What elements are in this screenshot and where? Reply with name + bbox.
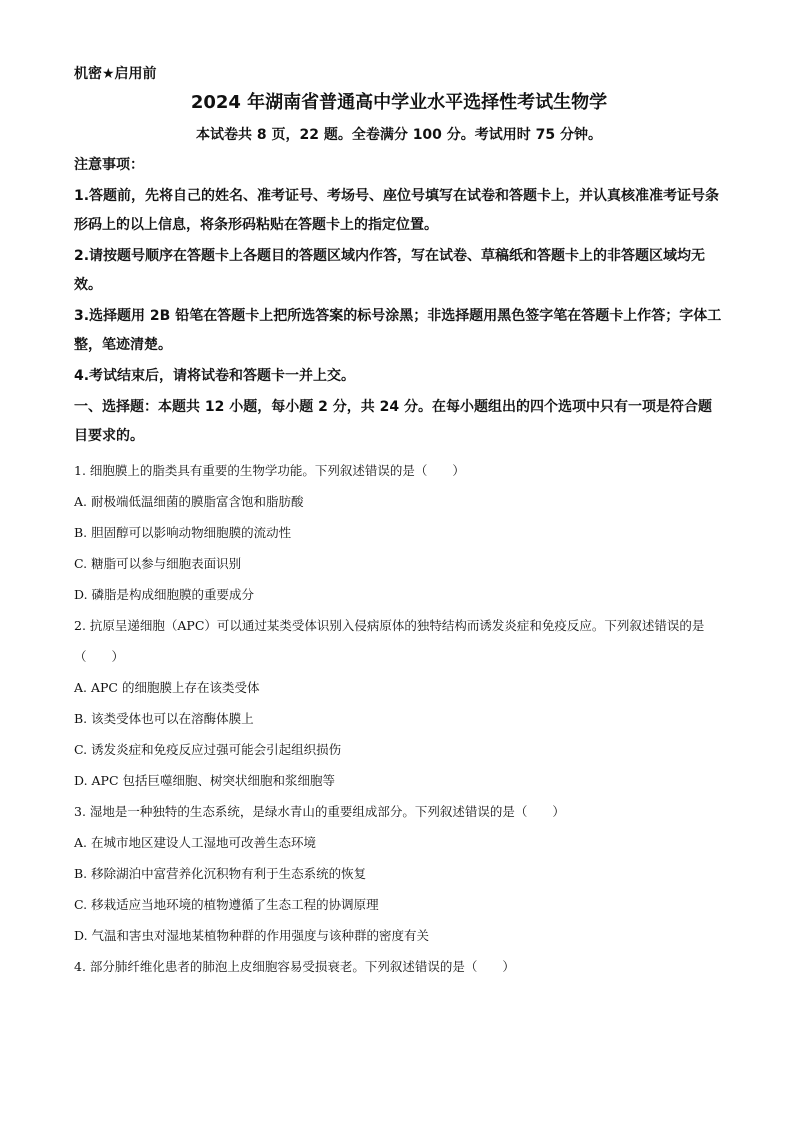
notice-heading: 注意事项：: [74, 157, 144, 173]
option-b: B. 移除湖泊中富营养化沉积物有利于生态系统的恢复: [74, 866, 367, 881]
option-d: D. 磷脂是构成细胞膜的重要成分: [74, 587, 255, 602]
option-a: A. 耐极端低温细菌的膜脂富含饱和脂肪酸: [74, 494, 304, 509]
question-1: [74, 455, 724, 610]
question-stem: 3. 湿地是一种独特的生态系统，是绿水青山的重要组成部分。下列叙述错误的是（ ）: [74, 804, 565, 819]
notice-item-4: 4.考试结束后，请将试卷和答题卡一并上交。: [74, 368, 356, 384]
secret-label: 机密★启用前: [74, 66, 157, 82]
question-3: [74, 796, 724, 951]
option-c: C. 移栽适应当地环境的植物遵循了生态工程的协调原理: [74, 897, 379, 912]
notice-item-2: 2.请按题号顺序在答题卡上各题目的答题区域内作答，写在试卷、草稿纸和答题卡上的非答题区域均无效。: [74, 248, 706, 293]
option-c: C. 诱发炎症和免疫反应过强可能会引起组织损伤: [74, 742, 342, 757]
option-d: D. APC 包括巨噬细胞、树突状细胞和浆细胞等: [74, 773, 335, 788]
page-title: 2024 年湖南省普通高中学业水平选择性考试生物学: [190, 92, 608, 113]
question-stem: 1. 细胞膜上的脂类具有重要的生物学功能。下列叙述错误的是（ ）: [74, 463, 465, 478]
exam-page: [74, 62, 724, 982]
question-stem: 4. 部分肺纤维化患者的肺泡上皮细胞容易受损衰老。下列叙述错误的是（ ）: [74, 959, 515, 974]
option-a: A. APC 的细胞膜上存在该类受体: [74, 680, 260, 695]
option-a: A. 在城市地区建设人工湿地可改善生态环境: [74, 835, 316, 850]
option-b: B. 胆固醇可以影响动物细胞膜的流动性: [74, 525, 292, 540]
exam-subtitle: 本试卷共 8 页，22 题。全卷满分 100 分。考试用时 75 分钟。: [195, 127, 603, 143]
section-heading: 一、选择题：本题共 12 小题，每小题 2 分，共 24 分。在每小题组出的四个选项中只有一项是符合题目要求的。: [74, 399, 712, 444]
notice-item-3: 3.选择题用 2B 铅笔在答题卡上把所选答案的标号涂黑；非选择题用黑色签字笔在答题卡上作答；字体工整，笔迹清楚。: [74, 308, 722, 353]
question-4: [74, 951, 724, 982]
notice-item-1: 1.答题前，先将自己的姓名、准考证号、考场号、座位号填写在试卷和答题卡上，并认真核准准考证号条形码上的以上信息，将条形码粘贴在答题卡上的指定位置。: [74, 188, 720, 233]
option-c: C. 糖脂可以参与细胞表面识别: [74, 556, 242, 571]
option-d: D. 气温和害虫对湿地某植物种群的作用强度与该种群的密度有关: [74, 928, 430, 943]
question-2: [74, 610, 724, 796]
question-stem: 2. 抗原呈递细胞（APC）可以通过某类受体识别入侵病原体的独特结构而诱发炎症和免疫反应。下列叙述错误的是（ ）: [74, 618, 705, 664]
option-b: B. 该类受体也可以在溶酶体膜上: [74, 711, 254, 726]
